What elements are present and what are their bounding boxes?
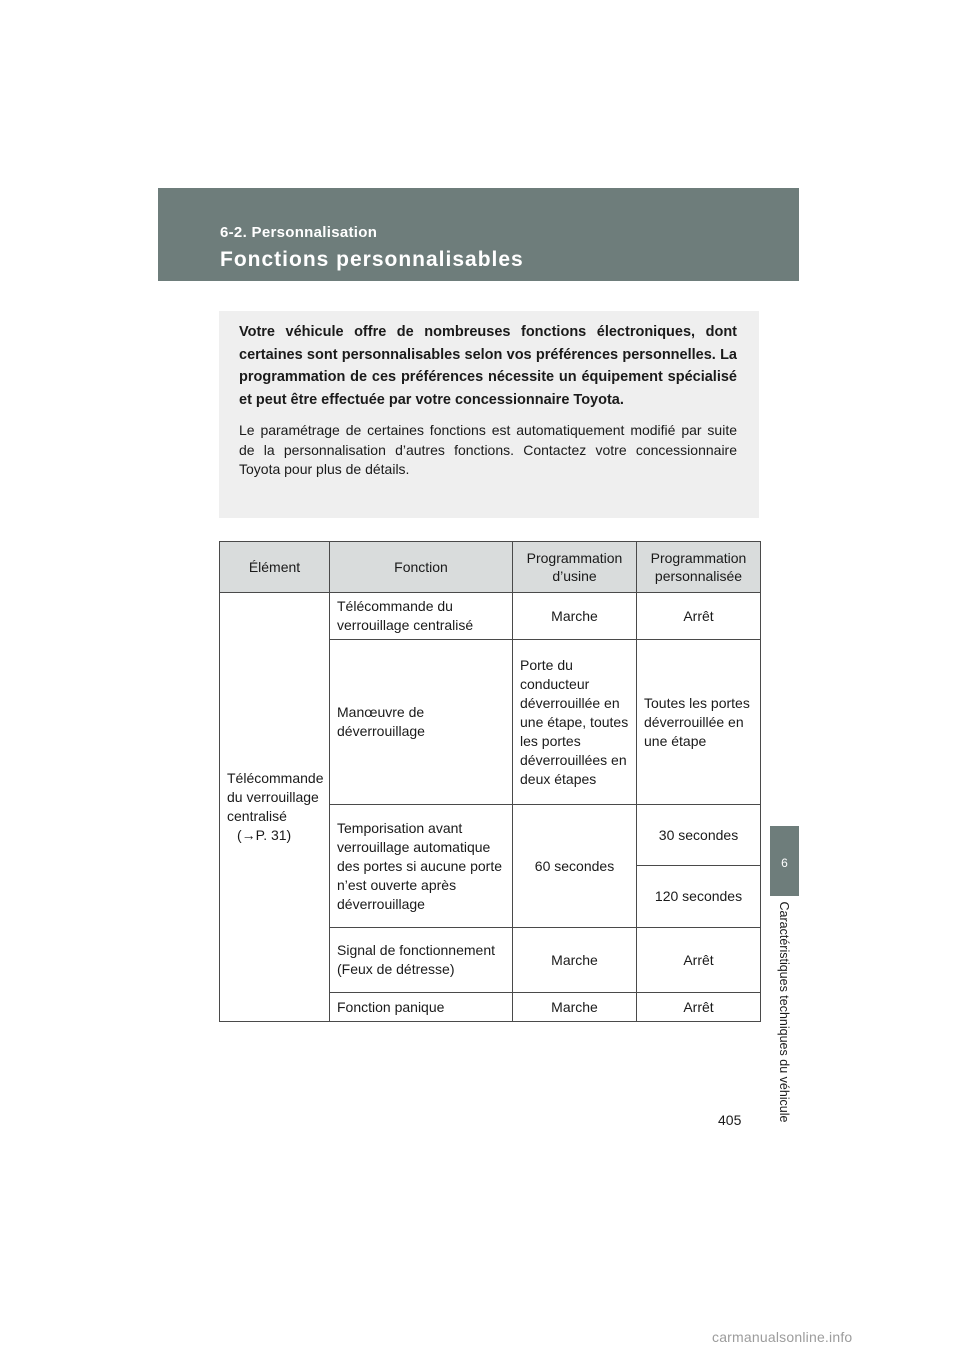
watermark: carmanualsonline.info	[712, 1329, 853, 1345]
table-row	[220, 593, 761, 640]
factory-setting-cell: Porte du conducteur déverrouillée en une étape, toutes les portes déverrouillées en deux étapes	[513, 640, 637, 805]
page-number: 405	[718, 1112, 742, 1128]
intro-box	[219, 311, 759, 518]
factory-setting-cell: Marche	[513, 593, 637, 640]
chapter-tab	[770, 826, 799, 896]
header-custom-setting: Programmation personnalisée	[637, 542, 761, 593]
header-element: Élément	[220, 542, 330, 593]
custom-setting-cell: Arrêt	[637, 993, 761, 1022]
custom-features-table	[219, 541, 761, 1022]
chapter-number: 6	[781, 856, 788, 870]
element-page-ref: (→P. 31)	[237, 827, 292, 843]
table-header-row	[220, 542, 761, 593]
element-cell	[220, 593, 330, 1022]
element-name: Télécommande du verrouillage centralisé	[227, 770, 324, 824]
custom-setting-cell: Arrêt	[637, 593, 761, 640]
header-factory-setting: Programmation d’usine	[513, 542, 637, 593]
function-cell: Manœuvre de déverrouillage	[330, 640, 513, 805]
function-cell: Télécommande du verrouillage centralisé	[330, 593, 513, 640]
function-cell: Temporisation avant verrouillage automatique des portes si aucune porte n’est ouverte après déverrouillage	[330, 805, 513, 928]
chapter-label: Caractéristiques techniques du véhicule	[777, 901, 791, 1123]
factory-setting-cell: Marche	[513, 928, 637, 993]
factory-setting-cell: 60 secondes	[513, 805, 637, 928]
page-title: Fonctions personnalisables	[220, 248, 524, 271]
section-header	[158, 188, 799, 281]
custom-setting-cell: Toutes les portes déverrouillée en une étape	[637, 640, 761, 805]
custom-setting-cell: Arrêt	[637, 928, 761, 993]
intro-text: Le paramétrage de certaines fonctions est automatiquement modifié par suite de la personnalisation d’autres fonctions. Contactez votre concessionnaire Toyota pour plus de détails.	[239, 422, 737, 477]
custom-setting-cell: 120 secondes	[637, 866, 761, 928]
header-function: Fonction	[330, 542, 513, 593]
intro-bold-text: Votre véhicule offre de nombreuses fonctions électroniques, dont certaines sont personnalisables selon vos préférences personnelles. La programmation de ces préférences nécessite un équipement spécialisé et peut être effectuée par votre concessionnaire Toyota.	[239, 324, 737, 408]
section-label: 6-2. Personnalisation	[220, 224, 378, 241]
factory-setting-cell: Marche	[513, 993, 637, 1022]
custom-setting-cell: 30 secondes	[637, 805, 761, 866]
function-cell: Fonction panique	[330, 993, 513, 1022]
function-cell: Signal de fonctionnement (Feux de détresse)	[330, 928, 513, 993]
